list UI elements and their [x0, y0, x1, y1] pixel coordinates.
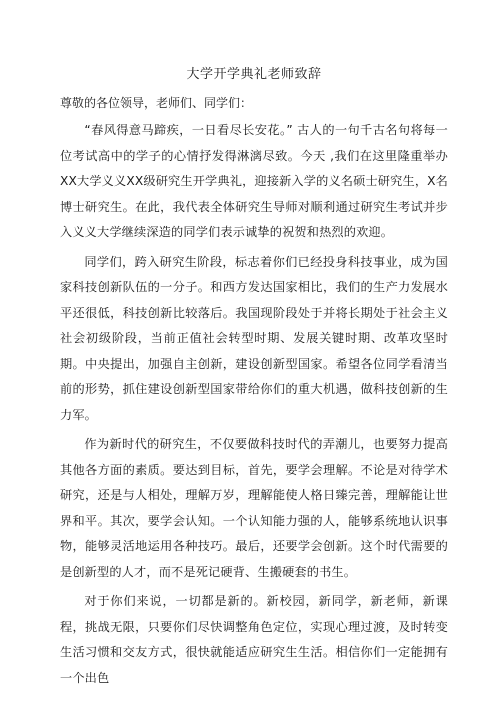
paragraph-4: 对于你们来说，一切都是新的。新校园，新同学，新老师，新课程，挑战无限，只要你们尽快调整角色定位，实现心理过渡，及时转变生活习惯和交友方式，很快就能适应研究生生活。相信你们一定能拥有一个出色 — [60, 594, 448, 685]
document-title: 大学开学典礼老师致辞 — [186, 67, 322, 82]
paragraph-3: 作为新时代的研究生，不仅要做科技时代的弄潮儿，也要努力提高其他各方面的素质。要达到目标，首先，要学会理解。不论是对待学术研究，还是与人相处，理解万岁，理解能使人格日臻完善，理解能让世界和平。其次，要学会认知。一个认知能力强的人，能够系统地认识事物，能够灵活地运用各种技巧。最后，还要学会创新。这个时代需要的是创新型的人才，而不是死记硬背、生搬硬套的书生。 — [60, 437, 448, 579]
salutation: 尊敬的各位领导，老师们、同学们： — [60, 96, 253, 110]
paragraph-1: “春风得意马蹄疾，一日看尽长安花。” 古人的一句千古名句将每一位考试高中的学子的心情抒发得淋漓尽致。今天 ,我们在这里隆重举办XX大学义义XX级研究生开学典礼，迎接新入学的义名硕士研究生，X名博士研究生。在此，我代表全体研究生导师对顺利通过研究生考试并步入义义大学继续深造的同学们表示诚挚的祝贺和热烈的欢迎。 — [60, 123, 448, 239]
paragraph-2: 同学们，跨入研究生阶段，标志着你们已经投身科技事业，成为国家科技创新队伍的一分子。和西方发达国家相比，我们的生产力发展水平还很低，科技创新比较落后。我国现阶段处于并将长期处于社会主义社会初级阶段，当前正值社会转型时期、发展关键时期、改革攻坚时期。中央提出，加强自主创新，建设创新型国家。希望各位同学看清当前的形势，抓住建设创新型国家带给你们的重大机遇，做科技创新的生力军。 — [60, 254, 448, 422]
